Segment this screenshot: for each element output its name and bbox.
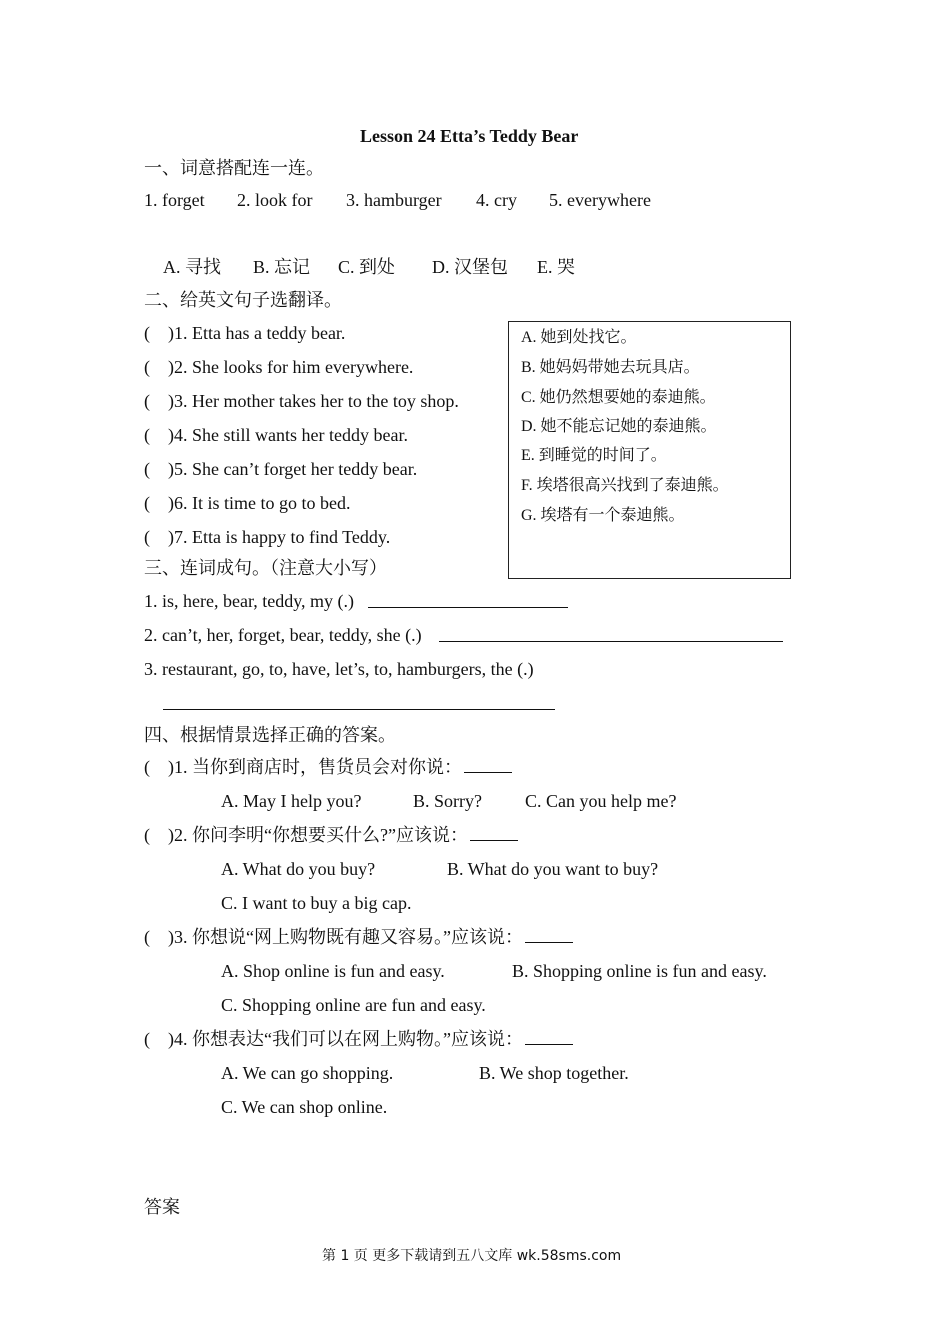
translation-options-box	[508, 321, 791, 579]
choice-option: A. We can go shopping.	[221, 1063, 394, 1083]
choice-question: ( )3. 你想说“网上购物既有趣又容易。”应该说：	[144, 926, 573, 948]
answer-blank[interactable]	[525, 1028, 573, 1045]
answer-line[interactable]	[439, 641, 783, 642]
translation-question: ( )4. She still wants her teddy bear.	[144, 425, 408, 445]
sentence-item: 1. is, here, bear, teddy, my (.)	[144, 591, 355, 611]
section2-heading: 二、给英文句子选翻译。	[144, 290, 342, 310]
answer-blank[interactable]	[464, 756, 512, 773]
translation-option: G. 埃塔有一个泰迪熊。	[521, 507, 685, 524]
choice-option: C. Can you help me?	[525, 791, 677, 811]
choice-question: ( )2. 你问李明“你想要买什么?”应该说：	[144, 824, 518, 846]
translation-option: F. 埃塔很高兴找到了泰迪熊。	[521, 477, 729, 494]
sentence-item: 2. can’t, her, forget, bear, teddy, she (.)	[144, 625, 422, 645]
word-item: 2. look for	[237, 190, 313, 210]
translation-question: ( )6. It is time to go to bed.	[144, 493, 351, 513]
translation-option: C. 她仍然想要她的泰迪熊。	[521, 389, 716, 406]
translation-question: ( )2. She looks for him everywhere.	[144, 357, 414, 377]
word-item: 4. cry	[476, 190, 517, 210]
choice-option: A. What do you buy?	[221, 859, 376, 879]
page-footer: 第 1 页 更多下载请到五八文库 wk.58sms.com	[322, 1248, 622, 1264]
word-item: 3. hamburger	[346, 190, 442, 210]
meaning-item: C. 到处	[338, 257, 396, 277]
section1-heading: 一、词意搭配连一连。	[144, 158, 324, 178]
choice-option: A. Shop online is fun and easy.	[221, 961, 445, 981]
translation-option: B. 她妈妈带她去玩具店。	[521, 359, 700, 376]
word-item: 5. everywhere	[549, 190, 651, 210]
answer-blank[interactable]	[525, 926, 573, 943]
meaning-item: D. 汉堡包	[432, 257, 508, 277]
section3-heading: 三、连词成句。（注意大小写）	[144, 558, 387, 578]
answer-blank[interactable]	[470, 824, 518, 841]
meaning-item: A. 寻找	[163, 257, 221, 277]
translation-question: ( )7. Etta is happy to find Teddy.	[144, 527, 391, 547]
choice-option: C. Shopping online are fun and easy.	[221, 995, 486, 1015]
answer-line[interactable]	[368, 607, 568, 608]
translation-question: ( )1. Etta has a teddy bear.	[144, 323, 346, 343]
translation-option: D. 她不能忘记她的泰迪熊。	[521, 418, 717, 435]
meaning-item: E. 哭	[537, 257, 575, 277]
choice-question: ( )1. 当你到商店时，售货员会对你说：	[144, 756, 512, 778]
section4-heading: 四、根据情景选择正确的答案。	[144, 725, 396, 745]
choice-option: B. We shop together.	[479, 1063, 629, 1083]
translation-option: A. 她到处找它。	[521, 329, 637, 346]
answer-line[interactable]	[163, 709, 555, 710]
choice-option: C. We can shop online.	[221, 1097, 388, 1117]
choice-question: ( )4. 你想表达“我们可以在网上购物。”应该说：	[144, 1028, 573, 1050]
page-title: Lesson 24 Etta’s Teddy Bear	[360, 126, 579, 146]
translation-question: ( )3. Her mother takes her to the toy shop.	[144, 391, 459, 411]
choice-option: B. What do you want to buy?	[447, 859, 659, 879]
choice-option: B. Shopping online is fun and easy.	[512, 961, 767, 981]
choice-option: B. Sorry?	[413, 791, 482, 811]
choice-option: A. May I help you?	[221, 791, 362, 811]
meaning-item: B. 忘记	[253, 257, 311, 277]
word-item: 1. forget	[144, 190, 205, 210]
translation-option: E. 到睡觉的时间了。	[521, 447, 667, 464]
translation-question: ( )5. She can’t forget her teddy bear.	[144, 459, 418, 479]
answers-heading: 答案	[144, 1197, 180, 1217]
sentence-item: 3. restaurant, go, to, have, let’s, to, hamburgers, the (.)	[144, 659, 534, 679]
choice-option: C. I want to buy a big cap.	[221, 893, 412, 913]
